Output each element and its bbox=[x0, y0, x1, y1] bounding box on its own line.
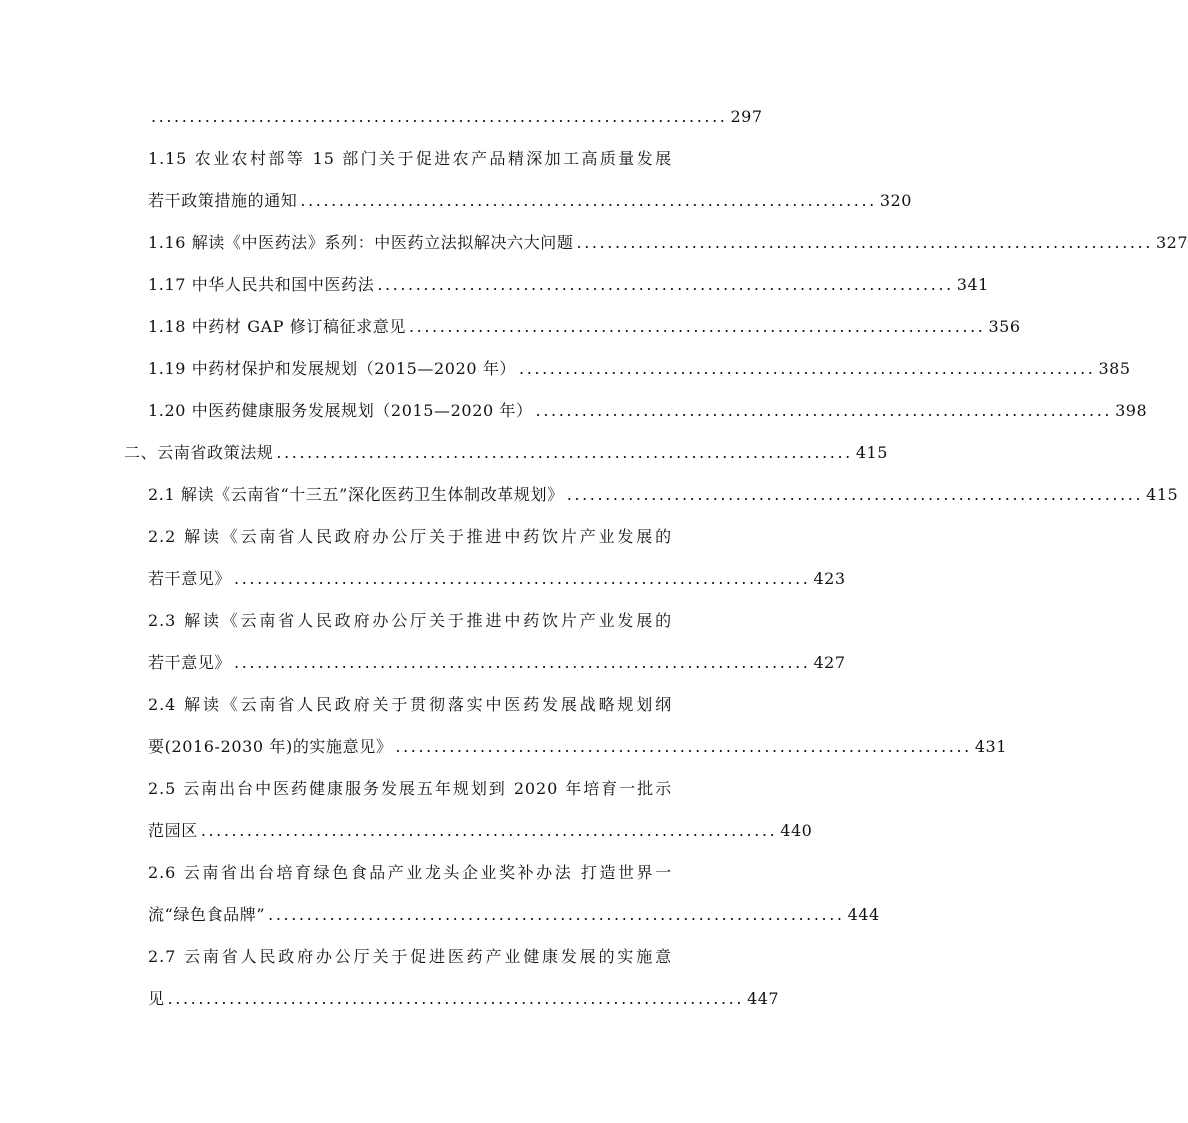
toc-section-yunnan[interactable] bbox=[124, 434, 888, 464]
toc-leader-dots: ........................................................................... bbox=[167, 989, 745, 1008]
toc-entry-2-7-cont[interactable] bbox=[148, 980, 780, 1010]
toc-section-title: 二、云南省政策法规 bbox=[124, 443, 274, 462]
toc-leader-dots: ........................................................................... bbox=[151, 107, 728, 126]
toc-entry-title: 2.7 云南省人民政府办公厅关于促进医药产业健康发展的实施意 bbox=[148, 947, 672, 966]
toc-leader-dots: ........................................................................... bbox=[276, 443, 853, 462]
toc-leader-dots: ........................................................................... bbox=[519, 359, 1096, 378]
toc-page-number: 341 bbox=[956, 275, 989, 294]
toc-entry-2-2-cont[interactable] bbox=[148, 560, 846, 590]
toc-entry-title: 范园区 bbox=[148, 821, 198, 840]
toc-page-number: 431 bbox=[974, 737, 1007, 756]
toc-entry-1-19[interactable] bbox=[148, 350, 1131, 380]
toc-leader-dots: ........................................................................... bbox=[409, 317, 986, 336]
toc-entry-title: 2.6 云南省出台培育绿色食品产业龙头企业奖补办法 打造世界一 bbox=[148, 863, 672, 882]
toc-entry-title: 2.2 解读《云南省人民政府办公厅关于推进中药饮片产业发展的 bbox=[148, 527, 672, 546]
toc-leader-dots: ........................................................................... bbox=[395, 737, 972, 756]
toc-page-number: 297 bbox=[730, 107, 763, 126]
toc-page-number: 423 bbox=[813, 569, 846, 588]
toc-leader-dots: ........................................................................... bbox=[234, 569, 811, 588]
toc-page-number: 385 bbox=[1098, 359, 1131, 378]
toc-leader-dots: ........................................................................... bbox=[200, 821, 778, 840]
toc-leader-dots: ........................................................................... bbox=[268, 905, 845, 924]
toc-entry-2-6[interactable] bbox=[148, 854, 672, 884]
toc-entry-1-20[interactable] bbox=[148, 392, 1148, 422]
toc-entry-title: 若干意见》 bbox=[148, 569, 232, 588]
toc-leader-dots: ........................................................................... bbox=[576, 233, 1153, 252]
toc-page-number: 327 bbox=[1155, 233, 1188, 252]
toc-entry-title: 若干意见》 bbox=[148, 653, 232, 672]
toc-entry-title: 2.5 云南出台中医药健康服务发展五年规划到 2020 年培育一批示 bbox=[148, 779, 672, 798]
toc-entry-title: 见 bbox=[148, 989, 165, 1008]
toc-entry-title: 2.1 解读《云南省“十三五”深化医药卫生体制改革规划》 bbox=[148, 485, 564, 504]
toc-entry-title: 要(2016-2030 年)的实施意见》 bbox=[148, 737, 393, 756]
toc-entry-title: 2.4 解读《云南省人民政府关于贯彻落实中医药发展战略规划纲 bbox=[148, 695, 672, 714]
toc-entry-2-6-cont[interactable] bbox=[148, 896, 880, 926]
toc-entry-continuation[interactable] bbox=[148, 98, 763, 128]
toc-entry-2-7[interactable] bbox=[148, 938, 672, 968]
toc-entry-title: 1.16 解读《中医药法》系列：中医药立法拟解决六大问题 bbox=[148, 233, 574, 252]
toc-entry-title: 1.15 农业农村部等 15 部门关于促进农产品精深加工高质量发展 bbox=[148, 149, 672, 168]
toc-entry-2-3[interactable] bbox=[148, 602, 672, 632]
toc-entry-1-15[interactable] bbox=[148, 140, 672, 170]
toc-page-number: 447 bbox=[747, 989, 780, 1008]
toc-page-number: 440 bbox=[780, 821, 813, 840]
toc-entry-2-5-cont[interactable] bbox=[148, 812, 813, 842]
toc-entry-1-18[interactable] bbox=[148, 308, 1021, 338]
toc-page-number: 356 bbox=[988, 317, 1021, 336]
toc-entry-title: 1.17 中华人民共和国中医药法 bbox=[148, 275, 375, 294]
toc-entry-1-15-cont[interactable] bbox=[148, 182, 912, 212]
toc-entry-2-4[interactable] bbox=[148, 686, 672, 716]
toc-entry-1-17[interactable] bbox=[148, 266, 989, 296]
toc-page-number: 415 bbox=[855, 443, 888, 462]
toc-entry-2-2[interactable] bbox=[148, 518, 672, 548]
toc-leader-dots: ........................................................................... bbox=[566, 485, 1144, 504]
toc-page-number: 320 bbox=[879, 191, 912, 210]
toc-entry-title: 流“绿色食品牌” bbox=[148, 905, 266, 924]
toc-entry-title: 1.20 中医药健康服务发展规划（2015—2020 年） bbox=[148, 401, 533, 420]
toc-page-number: 415 bbox=[1146, 485, 1179, 504]
toc-leader-dots: ........................................................................... bbox=[300, 191, 877, 210]
toc-entry-title: 1.19 中药材保护和发展规划（2015—2020 年） bbox=[148, 359, 517, 378]
toc-entry-title: 若干政策措施的通知 bbox=[148, 191, 298, 210]
toc-entry-2-5[interactable] bbox=[148, 770, 672, 800]
toc-entry-title: 1.18 中药材 GAP 修订稿征求意见 bbox=[148, 317, 406, 336]
toc-entry-1-16[interactable] bbox=[148, 224, 1188, 254]
toc-leader-dots: ........................................................................... bbox=[535, 401, 1113, 420]
toc-entry-2-4-cont[interactable] bbox=[148, 728, 1007, 758]
toc-leader-dots: ........................................................................... bbox=[234, 653, 811, 672]
toc-entry-2-1[interactable] bbox=[148, 476, 1179, 506]
toc-leader-dots: ........................................................................... bbox=[377, 275, 954, 294]
toc-entry-2-3-cont[interactable] bbox=[148, 644, 846, 674]
toc-entry-title: 2.3 解读《云南省人民政府办公厅关于推进中药饮片产业发展的 bbox=[148, 611, 672, 630]
toc-page-number: 444 bbox=[847, 905, 880, 924]
toc-page-number: 427 bbox=[813, 653, 846, 672]
toc-page-number: 398 bbox=[1115, 401, 1148, 420]
